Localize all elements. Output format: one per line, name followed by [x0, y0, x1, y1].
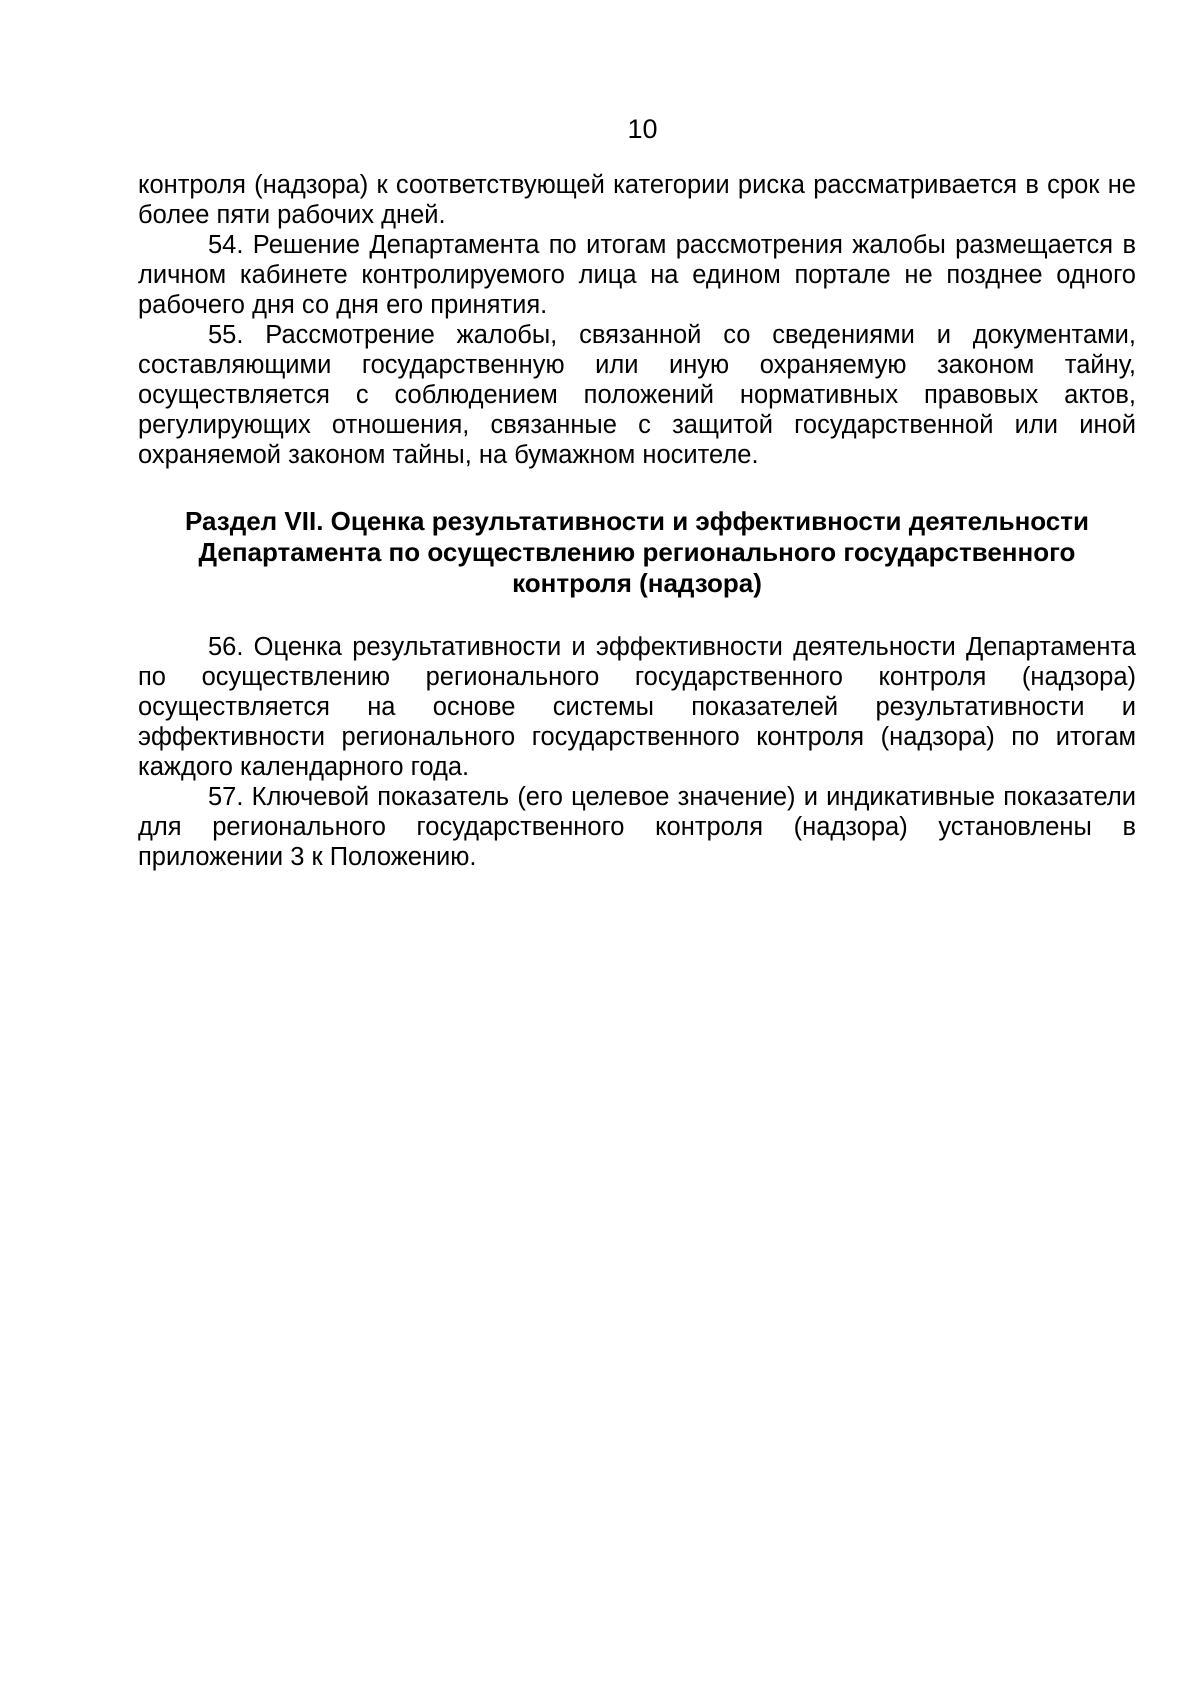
page-number: 10	[627, 114, 658, 144]
paragraph-56: 56. Оценка результативности и эффективности деятельности Департамента по осуществлению регионального государственного контроля (надзора) осуществляется на основе системы показателей результативности и эффективности регионального государственного контроля (надзора) по итогам каждого календарного года.	[138, 633, 1136, 781]
paragraph-53-continuation: контроля (надзора) к соответствующей категории риска рассматривается в срок не более пяти рабочих дней.	[138, 171, 1136, 229]
section-heading-line: Раздел VII. Оценка результативности и эффективности деятельности	[185, 506, 1089, 536]
section-heading-line: Департамента по осуществлению регионального государственного	[198, 537, 1076, 567]
paragraph-57: 57. Ключевой показатель (его целевое значение) и индикативные показатели для регионального государственного контроля (надзора) установлены в приложении 3 к Положению.	[138, 783, 1136, 871]
section-heading	[138, 506, 1136, 599]
section-heading-line: контроля (надзора)	[512, 568, 762, 598]
paragraph-54: 54. Решение Департамента по итогам рассмотрения жалобы размещается в личном кабинете контролируемого лица на едином портале не позднее одного рабочего дня со дня его принятия.	[138, 231, 1136, 319]
document-body	[138, 170, 1136, 872]
paragraph-55: 55. Рассмотрение жалобы, связанной со сведениями и документами, составляющими государственную или иную охраняемую законом тайну, осуществляется с соблюдением положений нормативных правовых актов, регулирующих отношения, связанные с защитой государственной или иной охраняемой законом тайны, на бумажном носителе.	[138, 321, 1136, 469]
